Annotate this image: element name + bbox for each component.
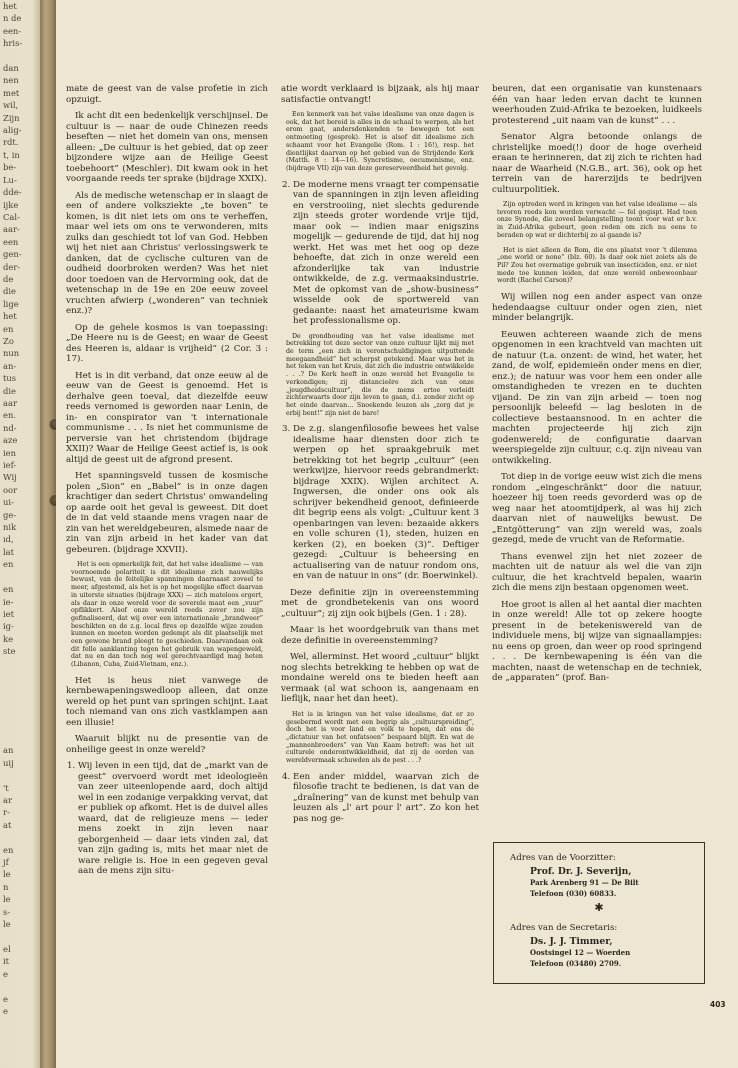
prev-page-fragment bbox=[0, 720, 40, 732]
prev-page-fragment: ıd, bbox=[3, 534, 14, 545]
prev-page-fragment: ie- bbox=[3, 596, 14, 607]
list-item-3: 3. De z.g. slangenfilosofie bewees het valse idealisme haar diensten door zich te werpen op het spraakgebruik met betrekking tot het begrip „cultuur” (een werkwijze, hiervoor reeds gebrandmerkt: bijdrage XXIX). Wijlen architect A. Ingwersen, die onder ons ook als schrijver bekendheid genoot, definieerde dit begrip eens als volgt: „Cultuur kent 3 openbaringen van leven: bezaaide akkers en volle schuren (1), steden, huizen en kerken (2), en boeken (3)”. Deftiger gezegd: „Cultuur is beheersing en actualisering van de natuur rondom ons, en van de natuur in ons” (dr. Boerwinkel). bbox=[293, 424, 479, 582]
prev-page-fragment: le bbox=[3, 869, 11, 880]
paragraph: Ik acht dit een bedenkelijk verschijnsel. De cultuur is — naar de oude Chinezen reeds beseften — niet het domein van ons, mensen alleen: „De cultuur is het gebied, dat op zeer bijzondere wijze aan de Heilige Geest toebehoort” (Meschler). Dit kwam ook in het voorgaande reeds ter sprake (bijdrage XXIX). bbox=[66, 111, 268, 184]
numbered-list bbox=[281, 424, 479, 582]
prev-page-fragment bbox=[0, 930, 40, 942]
prev-page-fragment: e bbox=[3, 993, 8, 1004]
paragraph: atie wordt verklaard is bijzaak, als hij maar satisfactie ontvangt! bbox=[281, 84, 479, 105]
paragraph: Op de gehele kosmos is van toepassing: „De Heere nu is de Geest; en waar de Geest des Heeren is, aldaar is vrijheid” (2 Cor. 3 : 17). bbox=[66, 322, 268, 364]
secretary-address: Oostsingel 12 — Woerden bbox=[530, 948, 631, 957]
prev-page-fragment: e bbox=[3, 968, 8, 979]
prev-page-fragment: an bbox=[3, 745, 14, 756]
prev-page-fragment: Zo bbox=[3, 335, 14, 346]
prev-page-fragment: dde- bbox=[3, 187, 22, 198]
prev-page-fragment: Lu- bbox=[3, 174, 17, 185]
address-box bbox=[493, 842, 705, 984]
prev-page-fragment: en bbox=[3, 323, 14, 334]
prev-page-fragment: le bbox=[3, 894, 11, 905]
prev-page-fragment: der- bbox=[3, 261, 21, 272]
prev-page-fragment: Zijn bbox=[3, 112, 20, 123]
paragraph: Maar is het woordgebruik van thans met deze definitie in overeenstemming? bbox=[281, 625, 479, 646]
prev-page-fragment: Cal- bbox=[3, 211, 20, 222]
list-item-2: 2. De moderne mens vraagt ter compensatie van de spanningen in zijn leven afleiding en verstrooiing, niet slechts gedurende zijn steeds groter wordende vrije tijd, maar ook — indien maar enigszins mogelijk — gedurende de tijd, dat hij nog werkt. Het was met het oog op deze behoefte, dat zich in onze wereld een afzonderlijke tak van industrie ontwikkelde, de z.g. vermaaksindustrie. Met de opkomst van de „show-business” wisselde ook de sportwereld van gedaante: naast het amateurisme kwam het professionalisme op. bbox=[293, 180, 479, 327]
prev-page-fragment bbox=[0, 707, 40, 719]
prev-page-fragment: met bbox=[3, 87, 20, 98]
paragraph: Wij willen nog een ander aspect van onze hedendaagse cultuur onder ogen zien, niet minder belangrijk. bbox=[492, 292, 702, 324]
prev-page-fragment: ste bbox=[3, 646, 16, 657]
prev-page-fragment: het bbox=[3, 1, 17, 11]
paragraph: Het is heus niet vanwege de kernbewapeningswedloop alleen, dat onze wereld op het punt van springen schijnt. Laat toch niemand van ons zich vastklampen aan een illusie! bbox=[66, 675, 268, 728]
prev-page-fragment: en. bbox=[3, 410, 17, 421]
paragraph: Eeuwen achtereen waande zich de mens opgenomen in een krachtveld van machten uit de natuur (t.a. onzent: de wind, het water, het zand, de wolf, epidemieën onder mens en dier, enz.); de natuur was voor hem een onder alle omstandigheden te vrezen en te duchten vijand. De zin van zijn arbeid — toen nog persoonlijk beleefd — lag besloten in de collectieve bestaansnood. In en achter die machten projecteerde hij zich zijn godenwereld; de configuratie daarvan weerspiegelde zijn cultuur, c.q. zijn niveau van ontwikkeling. bbox=[492, 329, 702, 466]
prev-page-fragment: aze bbox=[3, 435, 18, 446]
chairman-address-heading: Adres van de Voorzitter: bbox=[510, 853, 616, 863]
paragraph: Hoe groot is allen al het aantal dier machten in onze wereld! Alle tot op zekere hoogte present in de betekeniswereld van de individuele mens, bij wijze van signaallampjes: nu eens op groen, dan weer op rood springend . . . De kernbewapening is één van die machten, naast de wetenschap en de techniek, de „apparaten” (prof. Ban- bbox=[492, 599, 702, 684]
prev-page-fragment: aar- bbox=[3, 224, 20, 235]
column-3 bbox=[492, 84, 702, 690]
prev-page-fragment: e bbox=[3, 1005, 8, 1016]
prev-page-fragment: nun bbox=[3, 348, 20, 359]
prev-page-fragment: nd- bbox=[3, 422, 17, 433]
paragraph: Het spanningsveld tussen de kosmische polen „Sion” en „Babel” is in onze dagen krachtiger dan sedert Christus' omwandeling op aarde ooit het geval is geweest. Dit doet de in dat veld staande mens vragen naar de zin van het wereldgebeuren, alsmede naar de zin van zijn arbeid in het kader van dat gebeuren. (bijdrage XXVII). bbox=[66, 471, 268, 555]
footnote-paragraph: Zijn optreden werd in kringen van het valse idealisme — als tevoren reeds kon worden verwacht — fel gegispt. Had toen onze Synode, die zoveel belangstelling toont voor wat er b.v. in Zuid-Afrika gebeurt, geen reden om zich nu eens te beraden op wat er dichterbij zo al gaande is? bbox=[497, 201, 697, 239]
page-number: 403 bbox=[710, 1000, 726, 1009]
paragraph: Tot diep in de vorige eeuw wist zich die mens rondom „eingeschränkt” door die natuur, hoezeer hij toen reeds gevorderd was op de weg naar het atoomtijdperk, al was hij zich daarvan niet of nauwelijks bewust. De „Entgötterung” van zijn wereld was, zoals gezegd, mede de vrucht van de Reformatie. bbox=[492, 472, 702, 546]
prev-page-fragment: le bbox=[3, 919, 11, 930]
prev-page-fragment: iet bbox=[3, 608, 15, 619]
prev-page-fragment bbox=[0, 682, 40, 694]
prev-page-fragment: gen- bbox=[3, 249, 22, 260]
prev-page-fragment: hris- bbox=[3, 38, 23, 49]
prev-page-fragment: uij bbox=[3, 757, 14, 768]
prev-page-fragment: alig- bbox=[3, 125, 22, 136]
paragraph: Waaruit blijkt nu de presentie van de onheilige geest in onze wereld? bbox=[66, 734, 268, 755]
footnote-paragraph: De grondhouding van het valse idealisme met betrekking tot deze sector van onze cultuur lijkt mij met de term „een zich in verontschuldigingen uitputtende meegaandheid” het scherpst getekend. Maar was het in het teken van het Kruis, dat zich die industrie ontwikkelde . . .? De Kerk heeft in onze wereld het Evangelie te verkondigen; zij distancieëre zich van onze „jeugdheidscultuur”, die de mens ertoe verleidt zichterwaarts door zijn leven te gaan, d.i. zonder zicht op het einde daarvan... Snoekende leuzen als „zorg dat je erbij bent!” zijn niet de bare! bbox=[286, 332, 474, 417]
prev-page-fragment: s- bbox=[3, 906, 11, 917]
prev-page-fragment: lige bbox=[3, 298, 19, 309]
column-2 bbox=[281, 84, 479, 830]
prev-page-fragment: ief- bbox=[3, 460, 17, 471]
list-item-4: 4. Een ander middel, waarvan zich de filosofie tracht te bedienen, is dat van de „draînering” van de kunst met behulp van leuzen als „l' art pour l' art”. Zo kon het pas nog ge- bbox=[293, 772, 479, 825]
prev-page-fragment: wil, bbox=[3, 100, 19, 111]
footnote-paragraph: Het is in kringen van het valse idealisme, dat er zo gesebermd wordt met een begrip als „cultuurspreiding”, doch het is voor land en volk te hopen, dat ons de „dictatuur van het onfatsoen” bespaard blijft. En wat de „mannenbroeders” van Van Kaam betreft: was het uit culturele onderontwikkeldheid, dat zij de oorden van wereldvermaak schuwden als de pest . . .? bbox=[286, 710, 474, 765]
prev-page-fragment: dan bbox=[3, 63, 19, 74]
numbered-list bbox=[66, 761, 268, 877]
prev-page-fragment: ig- bbox=[3, 621, 14, 632]
prev-page-fragment: die bbox=[3, 286, 16, 297]
prev-page-fragment: ar bbox=[3, 795, 12, 805]
prev-page-fragment bbox=[0, 831, 40, 843]
paragraph: Wel, allerminst. Het woord „cultuur” blijkt nog slechts betrekking te hebben op wat de mondaine wereld ons te bieden heeft aan vermaak (al wat schoon is, aangenaam en lieflijk, naar het dan heet). bbox=[281, 652, 479, 705]
prev-page-fragment bbox=[0, 670, 40, 682]
prev-page-fragment: an- bbox=[3, 360, 17, 371]
previous-page-edge bbox=[0, 0, 40, 1068]
prev-page-fragment bbox=[0, 980, 40, 992]
footnote-paragraph: Een kenmerk van het valse idealisme van onze dagen is ook, dat het bereid is alles in de schaal te werpen, als het erom gaat, andersdenkenden te bewegen tot een ontmoeting (gesprek). Het is alsof dit idealisme zich schaamt voor het Evangelie (Rom. 1 : 16!), resp. het dientlijkst daarvan op het gebied van de Strijdende Kerk (Matth. 8 : 14—16). Syncretisme, oecumenisme, enz. (bijdrage VII) zijn van deze gereserveerdheid het gevolg. bbox=[286, 111, 474, 172]
prev-page-fragment: ke bbox=[3, 633, 14, 644]
numbered-list bbox=[281, 180, 479, 327]
prev-page-fragment: en bbox=[3, 584, 14, 595]
prev-page-fragment bbox=[0, 571, 40, 583]
prev-page-fragment: en bbox=[3, 559, 14, 570]
prev-page-fragment: t, in bbox=[3, 149, 20, 160]
prev-page-fragment: r- bbox=[3, 807, 10, 818]
prev-page-fragment: oor bbox=[3, 484, 18, 495]
prev-page-fragment: het bbox=[3, 311, 17, 322]
prev-page-fragment: rdt. bbox=[3, 137, 19, 148]
prev-page-fragment: n de bbox=[3, 13, 22, 24]
numbered-list bbox=[281, 772, 479, 825]
column-1 bbox=[66, 84, 268, 883]
prev-page-fragment: nen bbox=[3, 75, 19, 86]
prev-page-fragment: lat bbox=[3, 546, 15, 557]
paragraph: beuren, dat een organisatie van kunstenaars één van haar leden ervan dacht te kunnen weerhouden Zuid-Afrika te bezoeken, luidkeels protesterend „uit naam van de kunst” . . . bbox=[492, 84, 702, 126]
chairman-phone: Telefoon (030) 60833. bbox=[530, 889, 617, 898]
prev-page-fragment: ien bbox=[3, 447, 17, 458]
prev-page-fragment: it bbox=[3, 956, 10, 967]
prev-page-fragment: aar bbox=[3, 398, 17, 408]
prev-page-fragment bbox=[0, 50, 40, 62]
prev-page-fragment: 't bbox=[3, 782, 9, 793]
paragraph: Als de medische wetenschap er in slaagt de een of andere volksziekte „te boven” te komen, is dit niet iets om ons te verheffen, maar wel iets om ons te verwonderen, mits zulks dan geschiedt tot lof van God. Hebben wij het niet aan Christus' verlossingswerk te danken, dat de cyclische culturen van de oudheid doorbroken werden? Was het niet door toedoen van de Hervorming ook, dat de wetenschap in de 19e en 20e eeuw zoveel vruchten afwierp („wonderen” van techniek enz.)? bbox=[66, 190, 268, 316]
list-item-1: 1. Wij leven in een tijd, dat de „markt van de geest” overvoerd wordt met ideologieën van zeer uiteenlopende aard, doch altijd wel in een zodanige verpakking vervat, dat er publiek op afkomt. Het is de duivel alles waard, dat de religieuze mens — ieder mens zoekt in zijn leven naar geborgenheid — daar iets vinden zal, dat van zijn gading is, mits het maar niet de ware religie is. Hoe in een gegeven geval aan de mens zijn situ- bbox=[78, 761, 268, 877]
prev-page-fragment: ge- bbox=[3, 509, 17, 520]
prev-page-fragment bbox=[0, 695, 40, 707]
prev-page-fragment: el bbox=[3, 943, 11, 954]
prev-page-fragment: at bbox=[3, 819, 12, 830]
paragraph: Thans evenwel zijn het niet zozeer de machten uit de natuur als wel die van zijn cultuur, die het krachtveld bepalen, waarin zich die mens zijn bestaan opgenomen weet. bbox=[492, 551, 702, 594]
prev-page-fragment: die bbox=[3, 385, 16, 396]
secretary-phone: Telefoon (03480) 2709. bbox=[530, 959, 622, 968]
prev-page-fragment: n bbox=[3, 881, 9, 892]
prev-page-fragment: be- bbox=[3, 162, 17, 173]
paragraph: Het is in dit verband, dat onze eeuw al de eeuw van de Geest is genoemd. Het is derhalve geen toeval, dat diezelfde eeuw reeds vernomed is geworden naar Lenin, de in- en conspirator van 't internationale communisme . . . Is niet het communisme de perversie van het christendom (bijdrage XXII)? Waar de Heilige Geest actief is, is ook altijd de geest uit de afgrond present. bbox=[66, 370, 268, 465]
chairman-address: Park Arenberg 91 — De Bilt bbox=[530, 878, 639, 887]
binding-gutter bbox=[40, 0, 56, 1068]
prev-page-fragment: een bbox=[3, 236, 19, 247]
star-separator-icon: ✱ bbox=[594, 901, 604, 914]
prev-page-fragment: en bbox=[3, 844, 14, 855]
footnote-paragraph: Het is een opmerkelijk feit, dat het valse idealisme — van voornoemde polariteit is dit idealisme zich nauwelijks bewust, van de feitelijke spanningen daarnaast zoveel te meer, afgestemd, als het is op het mogelijke effect daarvan in uiterste situaties (bijdrage XXX) — zich mateloos ergert, als daar in onze wereld voor de soverele maat een „vuur” opflikkert. Alsof onze wereld reeds zover zou zijn gefinaliseerd, dat wij over een internationale „brandweer” beschikten en de z.g. local fires op dezelfde wijze zouden kunnen en moeten worden gedempt als dit plaatselijk met een gewone brand pleegt te geschieden. Daarvandaan ook dit felle aanklanting tegen het gebruik van wapengeweld, dat nu en dan toch nog wel gerechtvaardigd mag heten (Libanon, Cuba, Zuid-Vietnam, enz.). bbox=[71, 561, 263, 669]
chairman-name: Prof. Dr. J. Severijn, bbox=[530, 866, 632, 877]
prev-page-fragment: Wij bbox=[3, 472, 17, 483]
prev-page-fragment: een- bbox=[3, 25, 22, 36]
prev-page-fragment: tus bbox=[3, 373, 17, 384]
prev-page-fragment: nik bbox=[3, 522, 17, 533]
prev-page-fragment: de bbox=[3, 273, 14, 284]
prev-page-fragment bbox=[0, 769, 40, 781]
prev-page-fragment: jf bbox=[3, 857, 9, 868]
paragraph: mate de geest van de valse profetie in zich opzuigt. bbox=[66, 84, 268, 105]
secretary-address-heading: Adres van de Secretaris: bbox=[510, 923, 618, 933]
prev-page-fragment: ijke bbox=[3, 199, 19, 210]
paragraph: Deze definitie zijn in overeenstemming met de grondbetekenis van ons woord „cultuur”; zij zijn ook bijbels (Gen. 1 : 28). bbox=[281, 587, 479, 619]
prev-page-fragment bbox=[0, 732, 40, 744]
prev-page-fragment: ui- bbox=[3, 497, 14, 508]
secretary-name: Ds. J. J. Timmer, bbox=[530, 936, 613, 947]
prev-page-fragment bbox=[0, 658, 40, 670]
footnote-paragraph: Het is niet alleen de Bom, die ons plaatst voor 't dilemma „one world or none” (blz. 60). Is daar ook niet zoiets als de Pil? Zou het overmatige gebruik van insecticiden, enz. er niet mede toe kunnen leiden, dat onze wereld onbewoonbaar wordt (Rachel Carson)? bbox=[497, 246, 697, 285]
paragraph: Senator Algra betoonde onlangs de christelijke moed(!) door de hoge overheid eraan te herinneren, dat zij zich te richten had naar de Waarheid (N.G.B., art. 36), ook op het terrein van de harerzijds te bedrijven cultuurpolitiek. bbox=[492, 132, 702, 195]
